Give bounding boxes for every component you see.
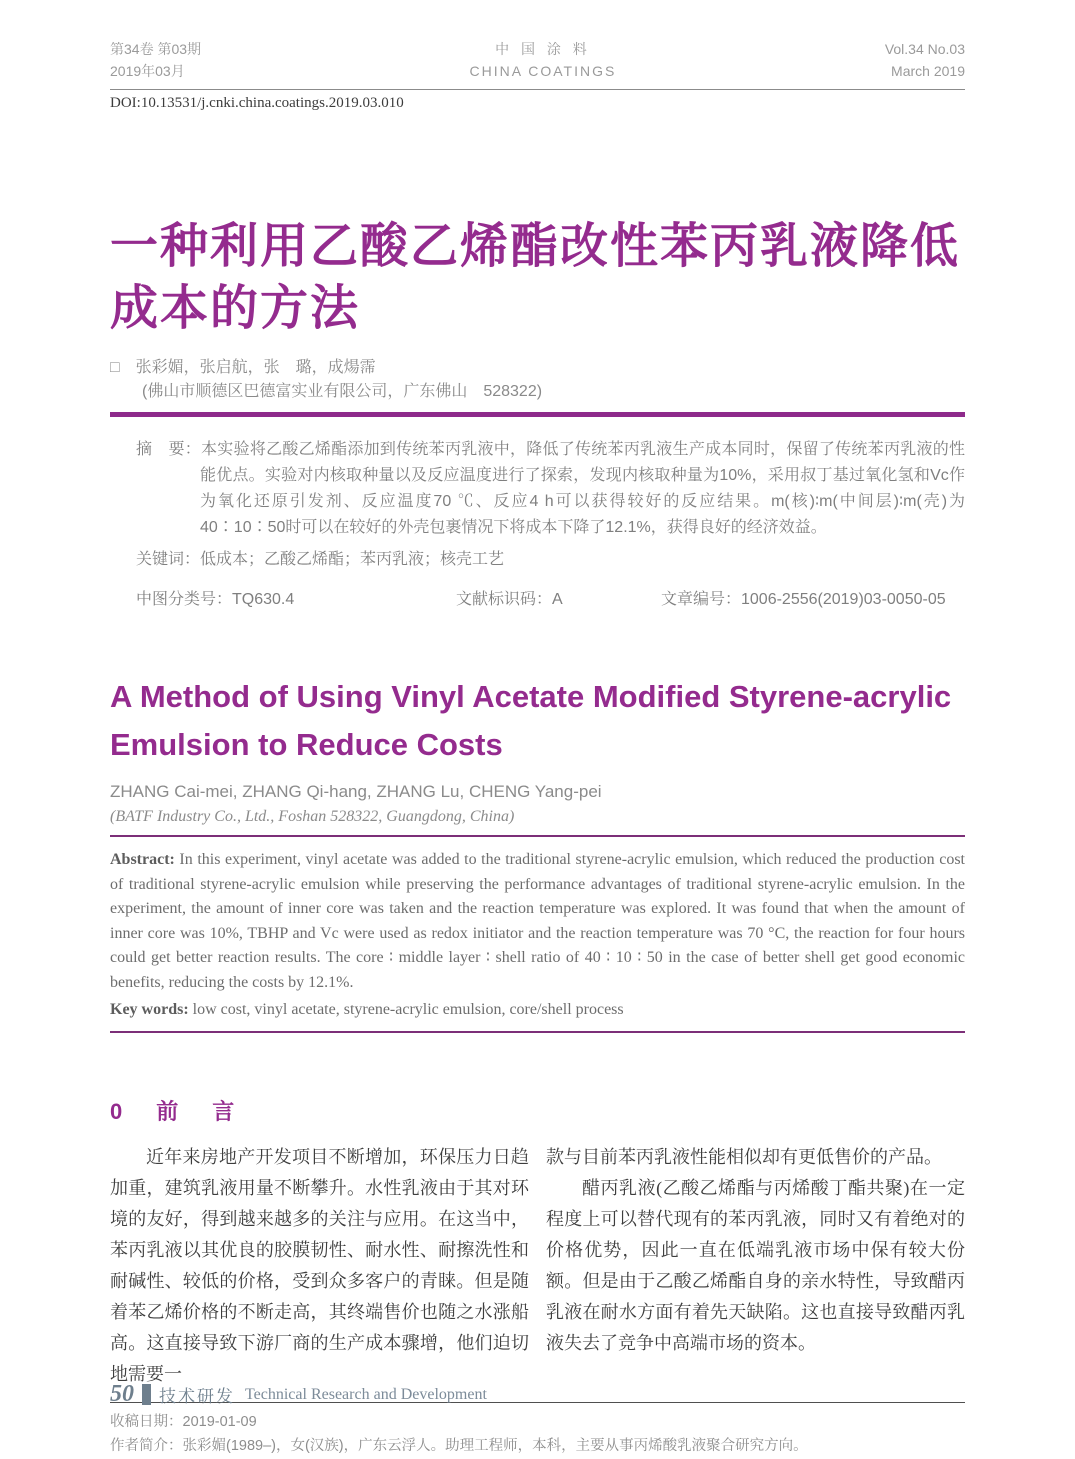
keywords-en-text: low cost, vinyl acetate, styrene-acrylic emulsion, core/shell process — [188, 1000, 624, 1018]
received-date: 收稿日期：2019-01-09 — [110, 1414, 257, 1431]
purple-divider-top — [110, 835, 965, 837]
issue-volume-cn: 第34卷 第03期 — [110, 41, 202, 57]
abstract-cn-text: 本实验将乙酸乙烯酯添加到传统苯丙乳液中，降低了传统苯丙乳液生产成本同时，保留了传统苯丙乳液的性能优点。实验对内核取种量以及反应温度进行了探索，发现内核取种量为10%，采用叔丁基过氧化氢和Vc作为氧化还原引发剂、反应温度70 ℃、反应4 h可以获得较好的反应结果。m(核)∶m(中间层)∶m(壳)为40∶10∶50时可以在较好的外壳包裹情况下将成本下降了12.1%，获得良好的经济效益。 — [200, 441, 965, 536]
affiliation-cn: (佛山市顺德区巴德富实业有限公司，广东佛山 528322) — [142, 383, 543, 400]
keywords-cn-label: 关键词： — [136, 551, 201, 568]
abstract-en — [110, 848, 965, 996]
section-heading: 0 前 言 — [110, 1099, 241, 1125]
abstract-cn-block — [110, 437, 965, 613]
issue-date-en: March 2019 — [891, 63, 965, 79]
doi-line: DOI:10.13531/j.cnki.china.coatings.2019.03.010 — [110, 95, 404, 111]
footer-block-icon — [142, 1384, 151, 1405]
paragraph-right-continuation: 款与目前苯丙乳液性能相似却有更低售价的产品。 — [546, 1147, 942, 1168]
purple-divider-thick — [110, 412, 965, 417]
header-divider — [110, 89, 965, 90]
column-title-cn: 技术研发 — [159, 1387, 235, 1406]
paragraph-right: 醋丙乳液(乙酸乙烯酯与丙烯酸丁酯共聚)在一定程度上可以替代现有的苯丙乳液，同时又有着绝对的价格优势，因此一直在低端乳液市场中保有较大份额。但是由于乙酸乙烯酯自身的亲水特性，导致醋丙乳液在耐水方面有着先天缺陷。这也直接导致醋丙乳液失去了竞争中高端市场的资本。 — [546, 1178, 965, 1354]
keywords-cn — [136, 547, 965, 573]
paragraph-left: 近年来房地产开发项目不断增加，环保压力日趋加重，建筑乳液用量不断攀升。水性乳液由于其对环境的友好，得到越来越多的关注与应用。在这当中，苯丙乳液以其优良的胶膜韧性、耐水性、耐擦洗性和耐碱性、较低的价格，受到众多客户的青睐。但是随着苯乙烯价格的不断走高，其终端售价也随之水涨船高。这直接导致下游厂商的生产成本骤增，他们迫切地需要一 — [110, 1147, 529, 1385]
header-issue-cn — [110, 38, 201, 82]
article-title-en — [110, 673, 965, 769]
issue-volume-en: Vol.34 No.03 — [884, 41, 965, 57]
body-columns — [110, 1142, 965, 1390]
journal-name-en: CHINA COATINGS — [469, 63, 617, 79]
article-title-en-line1: A Method of Using Vinyl Acetate Modified Styrene-acrylic — [110, 679, 952, 714]
article-title-cn-line2: 成本的方法 — [110, 282, 361, 335]
author-marker-icon: □ — [110, 359, 120, 376]
classification-line — [136, 587, 965, 613]
article-number: 文章编号：1006-2556(2019)03-0050-05 — [661, 591, 946, 608]
page-number: 50 — [110, 1381, 134, 1407]
body-right-column — [546, 1142, 965, 1390]
abstract-cn-label: 摘 要： — [136, 441, 202, 458]
authors-cn-row — [110, 356, 965, 380]
authors-cn: 张彩媚，张启航，张 璐，成煬霈 — [135, 359, 376, 376]
article-title-cn — [110, 216, 965, 340]
column-title-en: Technical Research and Development — [245, 1385, 487, 1403]
authors-en: ZHANG Cai-mei, ZHANG Qi-hang, ZHANG Lu, CHENG Yang-pei — [110, 782, 602, 801]
author-bio: 作者简介：张彩媚(1989–)，女(汉族)，广东云浮人。助理工程师，本科，主要从事丙烯酸乳液聚合研究方向。 — [110, 1438, 808, 1455]
header-journal-name — [470, 38, 617, 82]
keywords-cn-text: 低成本；乙酸乙烯酯；苯丙乳液；核壳工艺 — [200, 551, 505, 568]
body-left-column — [110, 1142, 529, 1390]
issue-date-cn: 2019年03月 — [110, 63, 185, 79]
keywords-en — [110, 998, 965, 1023]
purple-divider-bottom — [110, 1031, 965, 1033]
abstract-en-text: In this experiment, vinyl acetate was added to the traditional styrene-acrylic emulsion, which reduced the production cost of traditional styrene-acrylic emulsion while preserving the performance advantages of traditional styrene-acrylic emulsion. In the experiment, the amount of inner core was taken and the reaction temperature was explored. It was found that when the amount of inner core was 10%, TBHP and Vc were used as redox initiator and the reaction temperature was 70 °C, the reaction for four hours could get better reaction results. The core ∶ middle layer ∶ shell ratio of 40 ∶ 10 ∶ 50 in the case of better shell get good economic benefits, reducing the costs by 12.1%. — [110, 851, 965, 991]
keywords-en-label: Key words: — [110, 1000, 189, 1018]
abstract-en-label: Abstract: — [110, 851, 175, 868]
document-code: 文献标识码：A — [456, 591, 563, 608]
clc-number: 中图分类号：TQ630.4 — [136, 591, 295, 608]
header-issue-en — [885, 38, 965, 82]
journal-name-cn: 中 国 涂 料 — [495, 41, 591, 57]
article-title-en-line2: Emulsion to Reduce Costs — [110, 727, 503, 762]
affiliation-en: (BATF Industry Co., Ltd., Foshan 528322, Guangdong, China) — [110, 808, 515, 825]
abstract-cn — [136, 437, 965, 541]
page-footer — [110, 1381, 487, 1408]
page-header — [110, 38, 965, 82]
article-title-cn-line1: 一种利用乙酸乙烯酯改性苯丙乳液降低 — [110, 220, 961, 273]
footnote-block — [110, 1410, 965, 1458]
